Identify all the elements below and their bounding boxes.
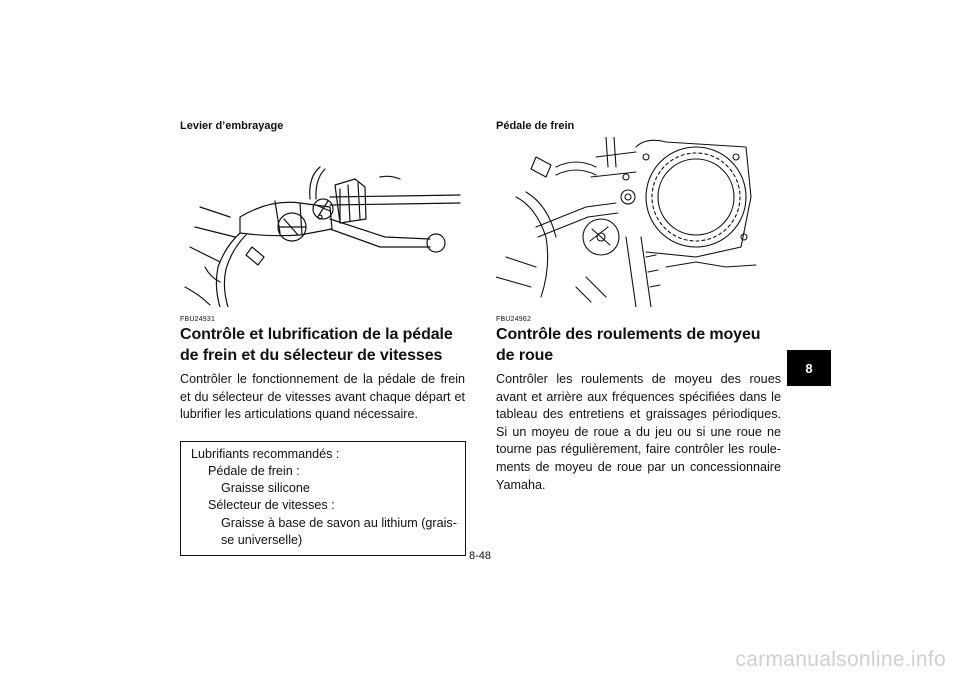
- section-code: FBU24962: [496, 316, 532, 323]
- brake-pedal-label: Pédale de frein :: [208, 463, 300, 478]
- brake-pedal-illustration: [496, 137, 781, 307]
- shift-pedal-lubricant-cont: se universelle): [221, 532, 303, 547]
- box-heading: Lubrifiants recommandés :: [191, 446, 340, 461]
- section-body: Contrôler les roulements de moyeu des roues avant et arrière aux fréquences spécifiées dans le tableau des entretiens et graissages périodiques. Si un moyeu de roue a du jeu ou si une roue ne tourne pas régulièrement, faire contrôler les roule-ments de moyeu de roue par un concessionnaire Yamaha.: [496, 372, 781, 492]
- clutch-lever-caption: Levier d’embrayage: [180, 120, 284, 132]
- clutch-lever-illustration: [180, 137, 465, 307]
- recommended-lubricants-box: [180, 441, 466, 556]
- shift-pedal-lubricant: Graisse à base de savon au lithium (grais-: [221, 515, 457, 530]
- brake-pedal-lubricant: Graisse silicone: [221, 481, 310, 496]
- watermark: carmanualsonline.info: [735, 648, 946, 671]
- shift-pedal-label: Sélecteur de vitesses :: [208, 498, 335, 513]
- section-title: Contrôle et lubrification de la pédale de frein et du sélecteur de vitesses: [180, 326, 453, 364]
- right-column: [496, 120, 781, 494]
- left-column: [180, 120, 465, 556]
- brake-pedal-caption: Pédale de frein: [496, 120, 575, 132]
- section-body: Contrôler le fonctionnement de la pédale de frein et du sélecteur de vitesses avant chaque départ et lubrifier les articulations quand nécessaire.: [180, 372, 465, 422]
- page-number: 8-48: [468, 550, 492, 562]
- section-code: FBU24931: [180, 316, 216, 323]
- section-title: Contrôle des roulements de moyeu de roue: [496, 326, 761, 364]
- chapter-tab: 8: [787, 350, 831, 386]
